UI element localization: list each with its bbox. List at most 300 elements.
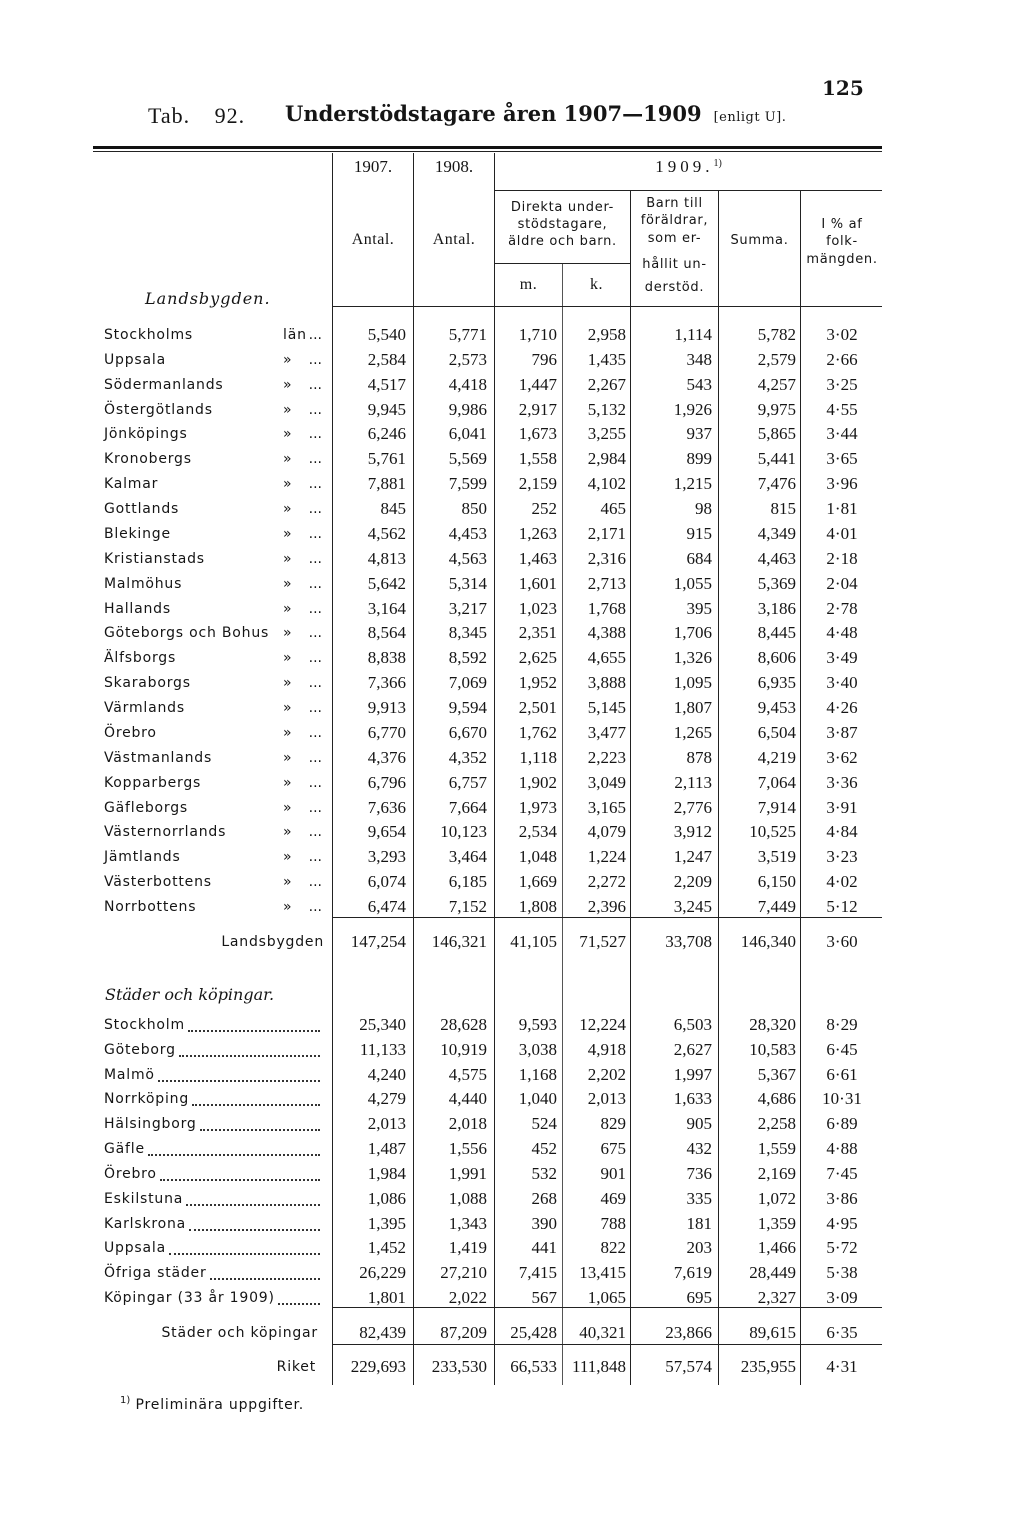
cell-direkta-m: 2,625 xyxy=(518,648,557,668)
table-row xyxy=(0,523,1024,545)
row-label: Malmöhus xyxy=(104,575,183,592)
row-suffix: » xyxy=(283,749,293,766)
cell-antal-1908: 10,123 xyxy=(440,822,487,842)
table-row xyxy=(0,374,1024,396)
row-label: Blekinge xyxy=(104,525,171,542)
leader-dots: ... xyxy=(308,501,322,518)
table-row xyxy=(0,821,1024,843)
cell-direkta-m: 2,534 xyxy=(518,822,557,842)
cell-direkta-m: 1,710 xyxy=(518,325,557,344)
cell-summa: 3,519 xyxy=(757,847,796,867)
cell-direkta-k: 2,223 xyxy=(587,747,626,767)
cell-direkta-k: 111,848 xyxy=(572,1357,626,1376)
cell-direkta-k: 1,224 xyxy=(587,847,626,867)
cell-summa: 2,327 xyxy=(757,1288,796,1308)
table-row xyxy=(0,399,1024,421)
table-row xyxy=(0,722,1024,744)
row-label: Jämtlands xyxy=(104,849,181,866)
cell-antal-1907: 2,584 xyxy=(367,349,406,369)
row-label xyxy=(104,1188,320,1210)
cell-antal-1907: 5,642 xyxy=(367,573,406,593)
cell-antal-1908: 7,599 xyxy=(448,474,487,494)
table-row xyxy=(0,1014,1024,1036)
table-heading: Understödstagare åren 1907—1909 xyxy=(285,101,702,126)
row-suffix: » xyxy=(283,774,293,791)
cell-summa: 9,975 xyxy=(757,399,796,419)
cell-antal-1908: 4,352 xyxy=(448,747,487,767)
header-direkta-line2: stödstagare, xyxy=(517,217,608,232)
cell-direkta-k: 2,202 xyxy=(587,1064,626,1084)
cell-direkta-k: 5,145 xyxy=(587,698,626,718)
cell-summa: 235,955 xyxy=(740,1357,796,1376)
row-label: Stockholms xyxy=(104,327,194,343)
row-suffix: » xyxy=(283,625,293,642)
table-number: Tab. 92. xyxy=(148,103,246,128)
cell-direkta-k: 12,224 xyxy=(579,1015,626,1034)
cell-antal-1908: 6,670 xyxy=(448,722,487,742)
cell-barn: 1,926 xyxy=(673,399,712,419)
cell-antal-1908: 5,314 xyxy=(448,573,487,593)
cell-summa: 10,583 xyxy=(749,1039,796,1059)
row-label: Västerbottens xyxy=(104,874,212,891)
row-label: Jönköpings xyxy=(104,426,188,443)
leader-dots: ... xyxy=(308,327,322,343)
header-bottom-rule xyxy=(332,306,882,307)
cell-barn: 1,633 xyxy=(673,1089,712,1109)
cell-antal-1908: 2,573 xyxy=(448,349,487,369)
row-label-text: Malmö xyxy=(104,1066,155,1083)
cell-barn: 1,706 xyxy=(673,623,712,643)
header-year-1909-label: 1909. xyxy=(655,157,714,176)
cell-direkta-m: 1,673 xyxy=(518,424,557,444)
cell-barn: 432 xyxy=(686,1139,712,1159)
cell-summa: 4,257 xyxy=(757,374,796,394)
cell-barn: 3,912 xyxy=(673,822,712,842)
header-man: m. xyxy=(519,276,538,293)
cell-antal-1907: 3,164 xyxy=(367,598,406,618)
cell-summa: 6,150 xyxy=(757,872,796,892)
leader-dots: ... xyxy=(308,650,322,667)
cell-barn: 899 xyxy=(686,449,712,469)
row-label-text: Örebro xyxy=(104,1165,157,1182)
table-row xyxy=(0,573,1024,595)
leader-dots xyxy=(169,1237,320,1255)
cell-procent: 3·09 xyxy=(826,1288,858,1308)
cell-antal-1907: 26,229 xyxy=(359,1263,406,1283)
table-title xyxy=(285,101,786,126)
cell-direkta-m: 1,601 xyxy=(518,573,557,593)
cell-antal-1908: 9,594 xyxy=(448,698,487,718)
cell-barn: 1,215 xyxy=(673,474,712,494)
cell-direkta-k: 2,171 xyxy=(587,523,626,543)
cell-direkta-k: 2,316 xyxy=(587,548,626,568)
cell-antal-1907: 6,474 xyxy=(367,897,406,916)
cell-antal-1908: 1,343 xyxy=(448,1213,487,1233)
cell-direkta-k: 1,435 xyxy=(587,349,626,369)
table-row xyxy=(0,1064,1024,1086)
cell-antal-1908: 1,556 xyxy=(448,1139,487,1159)
cell-antal-1907: 6,246 xyxy=(367,424,406,444)
leader-dots: ... xyxy=(308,874,322,891)
cell-antal-1907: 1,395 xyxy=(367,1213,406,1233)
cell-antal-1907: 2,013 xyxy=(367,1114,406,1134)
cell-antal-1907: 1,487 xyxy=(367,1139,406,1159)
cell-antal-1908: 7,664 xyxy=(448,797,487,817)
cell-direkta-k: 2,013 xyxy=(587,1089,626,1109)
cell-summa: 7,476 xyxy=(757,474,796,494)
row-label: Gottlands xyxy=(104,501,180,518)
cell-direkta-m: 2,501 xyxy=(518,698,557,718)
row-label: Göteborgs och Bohus xyxy=(104,625,270,642)
row-suffix: » xyxy=(283,476,293,493)
cell-antal-1907: 7,366 xyxy=(367,673,406,693)
row-suffix: » xyxy=(283,650,293,667)
cell-direkta-m: 796 xyxy=(531,349,557,369)
cell-procent: 6·35 xyxy=(826,1323,858,1342)
cell-procent: 3·02 xyxy=(826,325,858,344)
row-label: Gäfleborgs xyxy=(104,799,189,816)
table-source-note: [enligt U]. xyxy=(713,110,787,125)
header-year-1908: 1908. xyxy=(434,157,474,176)
cell-barn: 2,209 xyxy=(673,872,712,892)
cell-direkta-m: 1,902 xyxy=(518,772,557,792)
cell-direkta-k: 3,477 xyxy=(587,722,626,742)
cell-summa: 1,072 xyxy=(757,1188,796,1208)
cell-barn: 335 xyxy=(686,1188,712,1208)
cell-direkta-k: 5,132 xyxy=(587,399,626,419)
cell-summa: 2,169 xyxy=(757,1163,796,1183)
row-label xyxy=(104,1113,320,1135)
cell-antal-1908: 146,321 xyxy=(431,932,487,951)
cell-antal-1907: 4,240 xyxy=(367,1064,406,1084)
table-top-rule-thin xyxy=(93,151,882,152)
cell-procent: 3·96 xyxy=(826,474,858,494)
row-label xyxy=(104,1138,320,1160)
row-label: Skaraborgs xyxy=(104,675,191,692)
cell-summa: 5,865 xyxy=(757,424,796,444)
row-label xyxy=(104,1039,320,1061)
cell-barn: 937 xyxy=(686,424,712,444)
leader-dots: ... xyxy=(308,849,322,866)
row-suffix: » xyxy=(283,799,293,816)
row-label-text: Göteborg xyxy=(104,1041,176,1058)
cell-summa: 8,606 xyxy=(757,648,796,668)
cell-barn: 348 xyxy=(686,349,712,369)
cell-direkta-m: 66,533 xyxy=(510,1357,557,1376)
cell-procent: 4·95 xyxy=(826,1213,858,1233)
cell-procent: 3·40 xyxy=(826,673,858,693)
cell-barn: 2,113 xyxy=(674,772,712,792)
cell-procent: 3·36 xyxy=(826,772,858,792)
cell-direkta-m: 3,038 xyxy=(518,1039,557,1059)
cell-direkta-k: 4,655 xyxy=(587,648,626,668)
cell-procent: 4·01 xyxy=(826,523,858,543)
header-barn-line1: Barn till xyxy=(646,196,703,211)
cell-direkta-k: 822 xyxy=(600,1238,626,1258)
header-antal-1907: Antal. xyxy=(351,231,395,248)
leader-dots xyxy=(158,1064,320,1082)
cell-barn: 3,245 xyxy=(673,897,712,916)
row-label xyxy=(104,1088,320,1110)
cell-direkta-k: 4,102 xyxy=(587,474,626,494)
table-row xyxy=(0,1237,1024,1259)
table-row xyxy=(0,324,1024,346)
cell-summa: 5,782 xyxy=(757,325,796,344)
cell-direkta-m: 1,762 xyxy=(518,722,557,742)
cell-antal-1907: 4,562 xyxy=(367,523,406,543)
cell-antal-1907: 6,074 xyxy=(367,872,406,892)
leader-dots: ... xyxy=(308,625,322,642)
cell-barn: 684 xyxy=(686,548,712,568)
cell-direkta-k: 2,396 xyxy=(587,897,626,916)
cell-antal-1907: 7,636 xyxy=(367,797,406,817)
cell-antal-1907: 1,801 xyxy=(367,1288,406,1308)
header-barn-line4: hållit un- xyxy=(642,257,707,272)
row-suffix: » xyxy=(283,724,293,741)
leader-dots xyxy=(200,1113,320,1131)
cell-barn: 203 xyxy=(686,1238,712,1258)
cell-procent: 7·45 xyxy=(826,1163,858,1183)
cell-barn: 395 xyxy=(686,598,712,618)
table-row xyxy=(0,1039,1024,1061)
header-procent-line3: mängden. xyxy=(806,252,878,267)
cell-direkta-m: 1,048 xyxy=(518,847,557,867)
row-label xyxy=(104,1213,320,1235)
row-suffix: » xyxy=(283,575,293,592)
total-label: Riket xyxy=(276,1359,316,1375)
cell-antal-1908: 10,919 xyxy=(440,1039,487,1059)
row-suffix: » xyxy=(283,351,293,368)
cell-antal-1908: 4,453 xyxy=(448,523,487,543)
cell-barn: 915 xyxy=(686,523,712,543)
cell-summa: 28,449 xyxy=(749,1263,796,1283)
cell-barn: 7,619 xyxy=(673,1263,712,1283)
sum-rule-riket xyxy=(332,1344,882,1345)
cell-barn: 6,503 xyxy=(673,1015,712,1034)
row-label: Värmlands xyxy=(104,700,185,717)
cell-direkta-k: 3,165 xyxy=(587,797,626,817)
row-label: Uppsala xyxy=(104,351,166,368)
cell-barn: 1,807 xyxy=(673,698,712,718)
table-row xyxy=(0,598,1024,620)
cell-procent: 4·31 xyxy=(826,1357,858,1376)
cell-summa: 1,466 xyxy=(757,1238,796,1258)
cell-direkta-m: 1,463 xyxy=(518,548,557,568)
cell-antal-1907: 1,452 xyxy=(367,1238,406,1258)
cell-antal-1907: 147,254 xyxy=(350,932,406,951)
cell-antal-1907: 4,376 xyxy=(367,747,406,767)
cell-summa: 7,449 xyxy=(757,897,796,916)
leader-dots xyxy=(278,1287,320,1305)
row-suffix: » xyxy=(283,525,293,542)
cell-direkta-m: 1,669 xyxy=(518,872,557,892)
row-label: Örebro xyxy=(104,724,157,741)
leader-dots: ... xyxy=(308,575,322,592)
leader-dots: ... xyxy=(308,675,322,692)
cell-summa: 7,064 xyxy=(757,772,796,792)
cell-procent: 1·81 xyxy=(826,499,858,519)
cell-summa: 6,504 xyxy=(757,722,796,742)
cell-summa: 4,686 xyxy=(757,1089,796,1109)
cell-summa: 28,320 xyxy=(749,1015,796,1034)
header-barn-line3: som er- xyxy=(647,231,702,246)
cell-direkta-k: 3,049 xyxy=(587,772,626,792)
cell-antal-1908: 5,569 xyxy=(448,449,487,469)
cell-direkta-k: 465 xyxy=(600,499,626,519)
cell-procent: 6·89 xyxy=(826,1114,858,1134)
row-label: Västmanlands xyxy=(104,749,213,766)
leader-dots xyxy=(188,1014,320,1032)
leader-dots: ... xyxy=(308,824,322,841)
cell-antal-1907: 9,945 xyxy=(367,399,406,419)
leader-dots xyxy=(179,1039,320,1057)
leader-dots: ... xyxy=(308,451,322,468)
cell-direkta-k: 2,958 xyxy=(587,325,626,344)
cell-barn: 736 xyxy=(686,1163,712,1183)
row-label xyxy=(104,1014,320,1036)
table-top-rule xyxy=(93,146,882,149)
leader-dots: ... xyxy=(308,774,322,791)
cell-direkta-m: 1,952 xyxy=(518,673,557,693)
cell-direkta-m: 1,118 xyxy=(519,747,557,767)
cell-barn: 98 xyxy=(695,499,712,519)
cell-direkta-m: 252 xyxy=(531,499,557,519)
leader-dots xyxy=(192,1088,320,1106)
cell-antal-1908: 233,530 xyxy=(431,1357,487,1376)
cell-direkta-m: 2,917 xyxy=(518,399,557,419)
row-suffix: » xyxy=(283,700,293,717)
row-label-text: Öfriga städer xyxy=(104,1265,207,1282)
row-suffix: » xyxy=(283,426,293,443)
cell-direkta-m: 1,040 xyxy=(518,1089,557,1109)
cell-summa: 89,615 xyxy=(749,1323,796,1342)
leader-dots xyxy=(160,1163,320,1181)
cell-procent: 3·25 xyxy=(826,374,858,394)
cell-antal-1908: 3,464 xyxy=(448,847,487,867)
table-row xyxy=(0,448,1024,470)
leader-dots: ... xyxy=(308,799,322,816)
section-heading-stader: Städer och köpingar. xyxy=(105,985,275,1004)
row-label xyxy=(104,1287,320,1309)
table-row xyxy=(0,797,1024,819)
cell-direkta-k: 1,768 xyxy=(587,598,626,618)
leader-dots: ... xyxy=(308,351,322,368)
total-row-stader xyxy=(0,1322,1024,1344)
cell-antal-1907: 9,654 xyxy=(367,822,406,842)
cell-procent: 6·61 xyxy=(826,1064,858,1084)
row-suffix: » xyxy=(283,550,293,567)
cell-antal-1907: 5,761 xyxy=(367,449,406,469)
cell-direkta-k: 3,255 xyxy=(587,424,626,444)
cell-direkta-m: 1,447 xyxy=(518,374,557,394)
cell-direkta-k: 4,388 xyxy=(587,623,626,643)
cell-barn: 543 xyxy=(686,374,712,394)
cell-barn: 2,776 xyxy=(673,797,712,817)
total-label: Landsbygden xyxy=(221,934,324,950)
cell-direkta-k: 40,321 xyxy=(579,1323,626,1342)
row-suffix: län xyxy=(283,327,307,343)
cell-direkta-k: 469 xyxy=(600,1188,626,1208)
table-row xyxy=(0,1188,1024,1210)
leader-dots: ... xyxy=(308,600,322,617)
cell-direkta-k: 2,713 xyxy=(587,573,626,593)
cell-direkta-k: 13,415 xyxy=(579,1263,626,1283)
row-label: Västernorrlands xyxy=(104,824,227,841)
cell-procent: 3·62 xyxy=(826,747,858,767)
table-row xyxy=(0,423,1024,445)
cell-antal-1908: 4,418 xyxy=(448,374,487,394)
cell-antal-1908: 3,217 xyxy=(448,598,487,618)
cell-antal-1908: 7,152 xyxy=(448,897,487,916)
cell-summa: 10,525 xyxy=(749,822,796,842)
table-row xyxy=(0,1138,1024,1160)
row-label-text: Eskilstuna xyxy=(104,1190,184,1207)
cell-direkta-k: 675 xyxy=(600,1139,626,1159)
cell-direkta-m: 1,973 xyxy=(518,797,557,817)
cell-antal-1907: 845 xyxy=(380,499,406,519)
cell-antal-1907: 8,838 xyxy=(367,648,406,668)
leader-dots xyxy=(148,1138,320,1156)
cell-summa: 5,441 xyxy=(757,449,796,469)
cell-antal-1907: 229,693 xyxy=(350,1357,406,1376)
cell-barn: 23,866 xyxy=(665,1323,712,1342)
cell-direkta-m: 390 xyxy=(531,1213,557,1233)
cell-summa: 1,359 xyxy=(757,1213,796,1233)
leader-dots xyxy=(189,1213,320,1231)
cell-direkta-m: 1,023 xyxy=(518,598,557,618)
cell-summa: 3,186 xyxy=(757,598,796,618)
footnote-mark: 1) xyxy=(120,1395,131,1406)
cell-antal-1907: 4,813 xyxy=(367,548,406,568)
cell-antal-1907: 7,881 xyxy=(367,474,406,494)
footnote-text: Preliminära uppgifter. xyxy=(135,1397,305,1413)
cell-summa: 6,935 xyxy=(757,673,796,693)
table-row xyxy=(0,473,1024,495)
cell-procent: 4·84 xyxy=(826,822,858,842)
row-label xyxy=(104,1237,320,1259)
row-label-text: Norrköping xyxy=(104,1091,190,1108)
table-row xyxy=(0,1113,1024,1135)
cell-antal-1908: 9,986 xyxy=(448,399,487,419)
table-row xyxy=(0,1163,1024,1185)
leader-dots: ... xyxy=(308,525,322,542)
cell-direkta-k: 901 xyxy=(600,1163,626,1183)
table-row xyxy=(0,647,1024,669)
direkta-sub-rule xyxy=(494,263,630,264)
cell-direkta-m: 1,808 xyxy=(518,897,557,916)
cell-antal-1908: 2,022 xyxy=(448,1288,487,1308)
table-row xyxy=(0,1213,1024,1235)
cell-procent: 3·86 xyxy=(826,1188,858,1208)
cell-direkta-m: 268 xyxy=(531,1188,557,1208)
cell-antal-1907: 8,564 xyxy=(367,623,406,643)
cell-direkta-m: 2,351 xyxy=(518,623,557,643)
cell-procent: 2·18 xyxy=(826,548,858,568)
cell-antal-1908: 6,041 xyxy=(448,424,487,444)
cell-barn: 1,265 xyxy=(673,722,712,742)
cell-summa: 1,559 xyxy=(757,1139,796,1159)
cell-procent: 4·55 xyxy=(826,399,858,419)
cell-barn: 1,247 xyxy=(673,847,712,867)
header-antal-1908: Antal. xyxy=(432,231,476,248)
cell-antal-1908: 2,018 xyxy=(448,1114,487,1134)
page-number: 125 xyxy=(822,76,864,100)
table-row xyxy=(0,672,1024,694)
cell-direkta-m: 7,415 xyxy=(518,1263,557,1283)
cell-antal-1907: 4,279 xyxy=(367,1089,406,1109)
header-year-1909 xyxy=(495,157,882,177)
row-suffix: » xyxy=(283,849,293,866)
